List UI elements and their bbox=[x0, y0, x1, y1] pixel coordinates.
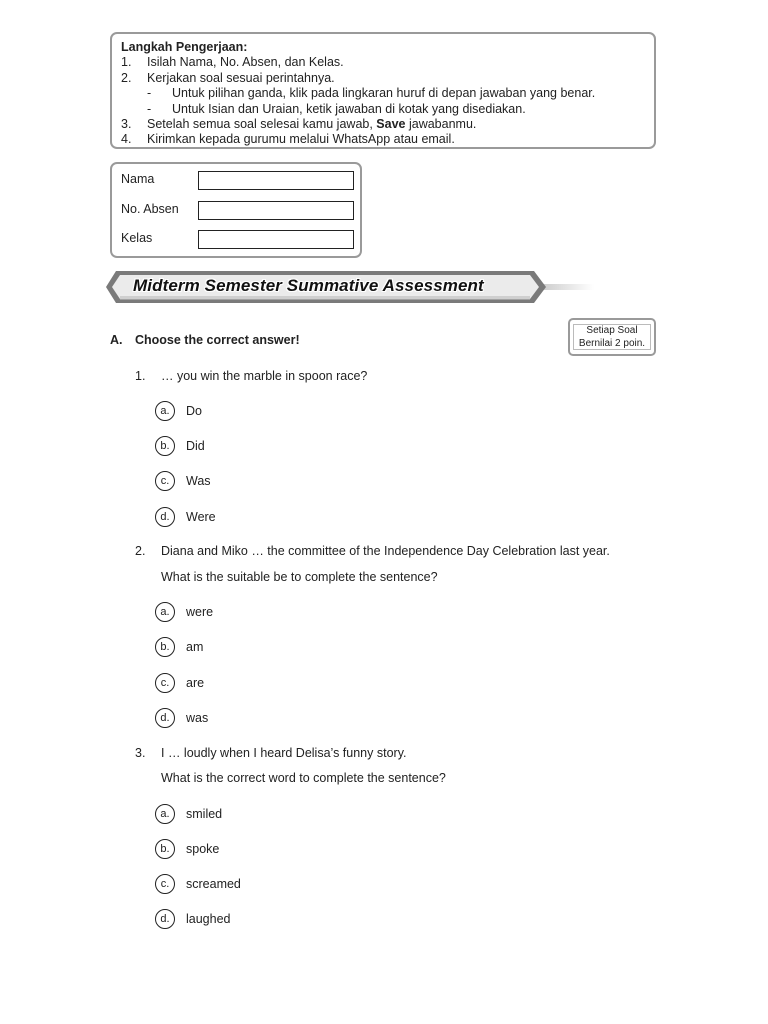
substep-dash: - bbox=[147, 101, 152, 116]
section-title: Choose the correct answer! bbox=[135, 333, 300, 347]
option-radio-circle[interactable]: d. bbox=[155, 708, 175, 728]
option-text: spoke bbox=[186, 842, 220, 856]
banner-shadow bbox=[120, 296, 530, 300]
option-radio-circle[interactable]: a. bbox=[155, 401, 175, 421]
points-label bbox=[573, 324, 651, 350]
option-radio-circle[interactable]: b. bbox=[155, 637, 175, 657]
instruction-step bbox=[121, 55, 645, 70]
option-text: was bbox=[186, 711, 209, 725]
instruction-substep bbox=[121, 86, 645, 101]
step-number: 1. bbox=[121, 55, 132, 70]
question-text: Diana and Miko … the committee of the Independence Day Celebration last year. bbox=[161, 544, 610, 558]
option-q2-b[interactable] bbox=[155, 637, 203, 657]
substep-text: Untuk Isian dan Uraian, ketik jawaban di kotak yang disediakan. bbox=[172, 101, 526, 116]
step-text: Isilah Nama, No. Absen, dan Kelas. bbox=[147, 55, 344, 70]
option-text: screamed bbox=[186, 877, 241, 891]
question-text: … you win the marble in spoon race? bbox=[161, 369, 368, 383]
option-q1-d[interactable] bbox=[155, 507, 216, 527]
step-number: 3. bbox=[121, 117, 132, 132]
step-text-part: Setelah semua soal selesai kamu jawab, bbox=[147, 117, 377, 132]
option-text: were bbox=[186, 605, 214, 619]
substep-text: Untuk pilihan ganda, klik pada lingkaran huruf di depan jawaban yang benar. bbox=[172, 86, 596, 101]
option-text: smiled bbox=[186, 807, 223, 821]
step-text: Kirimkan kepada gurumu melalui WhatsApp atau email. bbox=[147, 132, 455, 147]
option-text: Was bbox=[186, 474, 211, 488]
absen-input[interactable] bbox=[198, 201, 354, 220]
substep-dash: - bbox=[147, 86, 152, 101]
name-input[interactable] bbox=[198, 171, 354, 190]
option-radio-circle[interactable]: b. bbox=[155, 436, 175, 456]
class-label: Kelas bbox=[121, 231, 153, 245]
option-q3-a[interactable] bbox=[155, 804, 222, 824]
option-radio-circle[interactable]: d. bbox=[155, 909, 175, 929]
points-badge bbox=[568, 318, 656, 356]
option-text: Do bbox=[186, 404, 202, 418]
option-text: laughed bbox=[186, 912, 231, 926]
option-q1-a[interactable] bbox=[155, 401, 202, 421]
instructions-box bbox=[110, 32, 656, 149]
instruction-step bbox=[121, 117, 645, 132]
save-keyword: Save bbox=[376, 117, 406, 132]
option-text: am bbox=[186, 640, 204, 654]
question-number: 1. bbox=[135, 369, 146, 383]
step-number: 4. bbox=[121, 132, 132, 147]
option-radio-circle[interactable]: d. bbox=[155, 507, 175, 527]
points-line: Setiap Soal bbox=[586, 325, 638, 336]
option-q3-d[interactable] bbox=[155, 909, 231, 929]
points-line: Bernilai 2 poin. bbox=[578, 337, 646, 349]
step-text: Kerjakan soal sesuai perintahnya. bbox=[147, 70, 335, 85]
instructions-title: Langkah Pengerjaan: bbox=[121, 40, 248, 54]
option-q2-c[interactable] bbox=[155, 673, 204, 693]
question-subtext: What is the suitable be to complete the sentence? bbox=[161, 570, 438, 584]
option-radio-circle[interactable]: a. bbox=[155, 804, 175, 824]
option-q2-a[interactable] bbox=[155, 602, 213, 622]
question-number: 2. bbox=[135, 544, 146, 558]
class-input[interactable] bbox=[198, 230, 354, 249]
question-number: 3. bbox=[135, 746, 146, 760]
option-q1-b[interactable] bbox=[155, 436, 205, 456]
instruction-step bbox=[121, 71, 645, 86]
name-label: Nama bbox=[121, 172, 155, 186]
option-radio-circle[interactable]: b. bbox=[155, 839, 175, 859]
instruction-substep bbox=[121, 102, 645, 117]
option-radio-circle[interactable]: c. bbox=[155, 471, 175, 491]
instruction-step bbox=[121, 132, 645, 147]
identity-form bbox=[110, 162, 362, 258]
option-q1-c[interactable] bbox=[155, 471, 211, 491]
option-radio-circle[interactable]: a. bbox=[155, 602, 175, 622]
banner-title: Midterm Semester Summative Assessment bbox=[133, 276, 484, 295]
question-text: I … loudly when I heard Delisa’s funny story. bbox=[161, 746, 407, 760]
step-text-part: jawabanmu. bbox=[405, 117, 477, 132]
option-q3-c[interactable] bbox=[155, 874, 241, 894]
option-radio-circle[interactable]: c. bbox=[155, 874, 175, 894]
option-text: are bbox=[186, 676, 205, 690]
option-q2-d[interactable] bbox=[155, 708, 208, 728]
option-radio-circle[interactable]: c. bbox=[155, 673, 175, 693]
section-letter: A. bbox=[110, 333, 123, 347]
absen-label: No. Absen bbox=[121, 202, 179, 216]
option-q3-b[interactable] bbox=[155, 839, 219, 859]
question-subtext: What is the correct word to complete the sentence? bbox=[161, 771, 446, 785]
step-text bbox=[147, 117, 476, 132]
step-number: 2. bbox=[121, 70, 132, 85]
option-text: Were bbox=[186, 510, 216, 524]
option-text: Did bbox=[186, 439, 205, 453]
